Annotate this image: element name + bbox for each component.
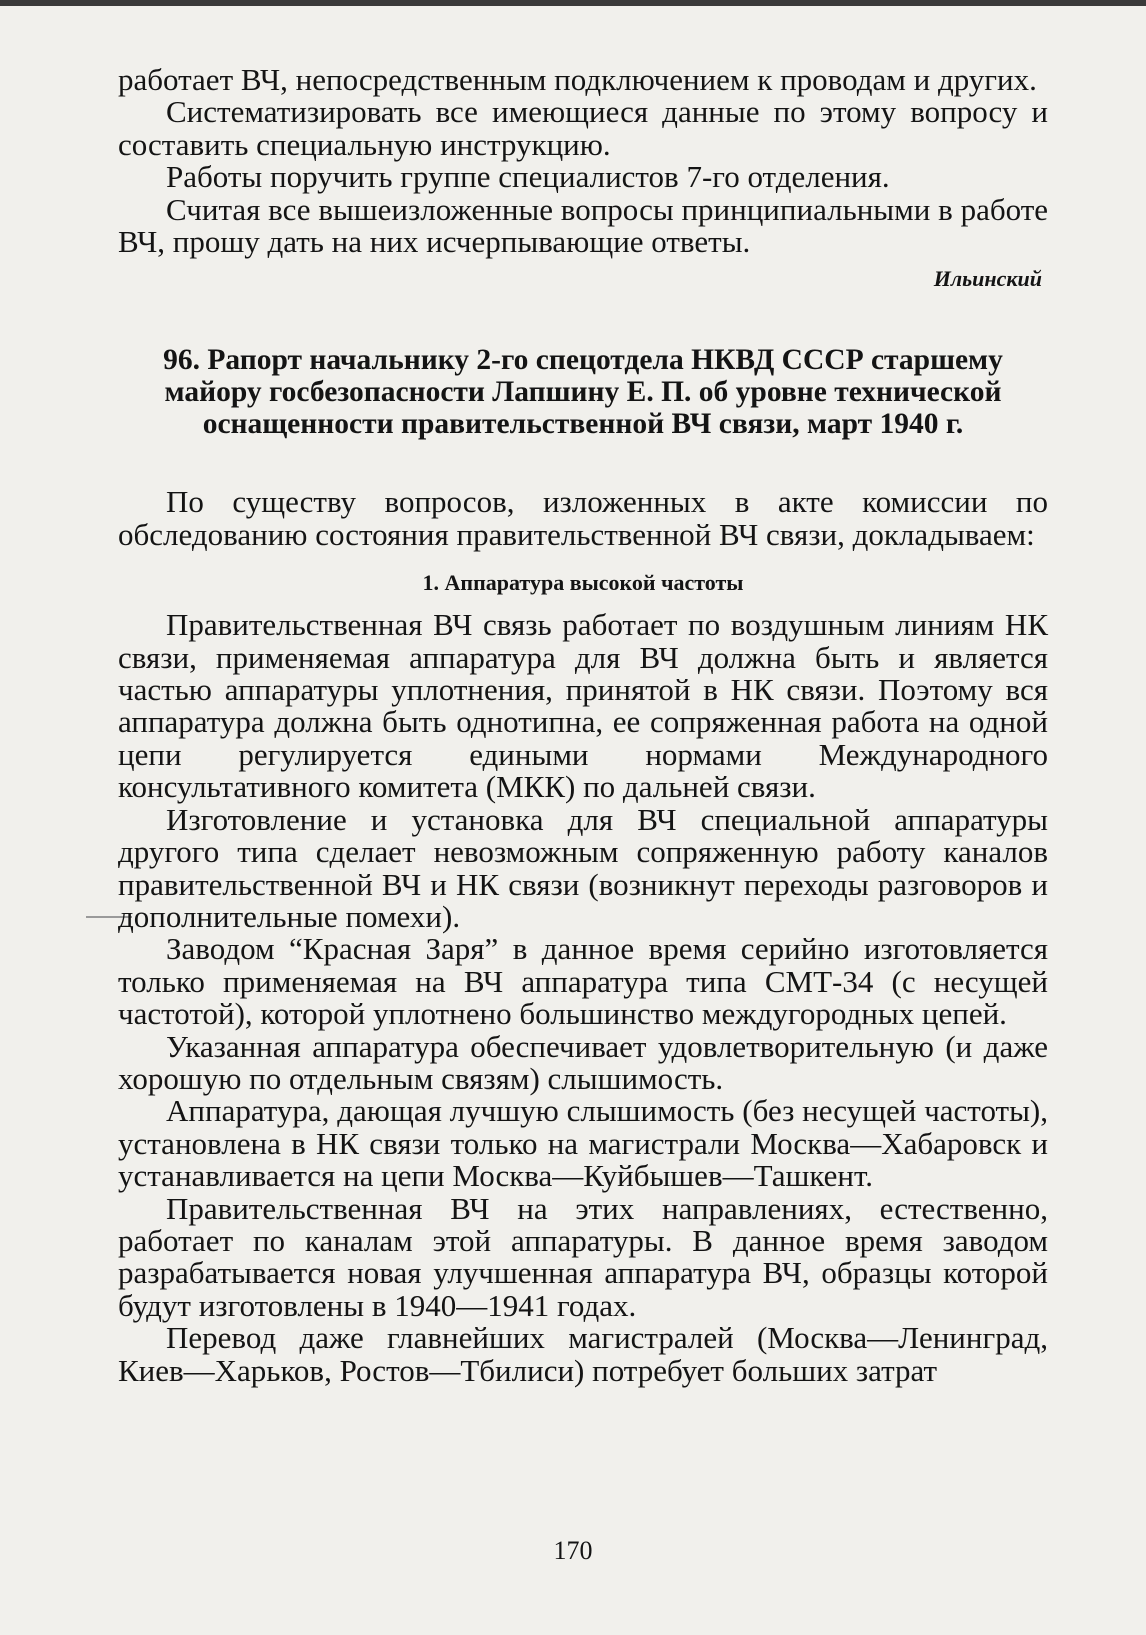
paragraph: Работы поручить группе специалистов 7-го отделения. (166, 159, 890, 195)
scan-top-edge (0, 0, 1146, 6)
section-heading: 1. Аппаратура высокой частоты (422, 570, 744, 596)
top-continuation-text (118, 64, 1048, 258)
paragraph: Перевод даже главнейших магистралей (Москва—Ленинград, Киев—Харьков, Ростов—Тбилиси) потребует больших затрат (118, 1320, 1048, 1388)
main-body-text (118, 609, 1048, 1387)
document-page (118, 64, 1048, 1387)
paragraph: работает ВЧ, непосредственным подключением к проводам и других. (118, 62, 1037, 97)
intro-paragraph: По существу вопросов, изложенных в акте комиссии по обследованию состояния правительственной ВЧ связи, докладываем: (118, 484, 1048, 552)
paragraph: Указанная аппаратура обеспечивает удовлетворительную (и даже хорошую по отдельным связям) слышимость. (118, 1028, 1048, 1096)
paragraph: Правительственная ВЧ на этих направлениях, естественно, работает по каналам этой аппаратуры. В данное время заводом разрабатывается новая улучшенная аппаратура ВЧ, образцы которой будут изготовлены в 1940—1941 годах. (118, 1190, 1048, 1323)
paragraph: Изготовление и установка для ВЧ специальной аппаратуры другого типа сделает невозможным сопряженную работу каналов правительственной ВЧ и НК связи (возникнут переходы разговоров и дополнительные помехи). (118, 801, 1048, 934)
paragraph: Аппаратура, дающая лучшую слышимость (без несущей частоты), установлена в НК связи только на магистрали Москва—Хабаровск и устанавливается на цепи Москва—Куйбышев—Ташкент. (118, 1093, 1048, 1194)
paragraph: Заводом “Красная Заря” в данное время серийно изготовляется только применяемая на ВЧ аппаратура типа СМТ-34 (с несущей частотой), которой уплотнено большинство междугородных цепей. (118, 931, 1048, 1032)
page-number: 170 (553, 1536, 593, 1565)
paragraph: Правительственная ВЧ связь работает по воздушным линиям НК связи, применяемая аппаратура для ВЧ должна быть и является частью аппаратуры уплотнения, принятой в НК связи. Поэтому вся аппаратура должна быть однотипна, ее сопряженная работа на одной цепи регулируется едиными нормами Международного консультативного комитета (МКК) по дальней связи. (118, 607, 1048, 805)
signature: Ильинский (933, 266, 1042, 292)
document-title: 96. Рапорт начальнику 2-го спецотдела НКВД СССР старшему майору госбезопасности Лапшину Е. П. об уровне технической оснащенности правительственной ВЧ связи, март 1940 г. (163, 344, 1003, 441)
paragraph: Считая все вышеизложенные вопросы принципиальными в работе ВЧ, прошу дать на них исчерпывающие ответы. (118, 191, 1048, 260)
paragraph: Систематизировать все имеющиеся данные по этому вопросу и составить специальную инструкцию. (118, 94, 1048, 162)
